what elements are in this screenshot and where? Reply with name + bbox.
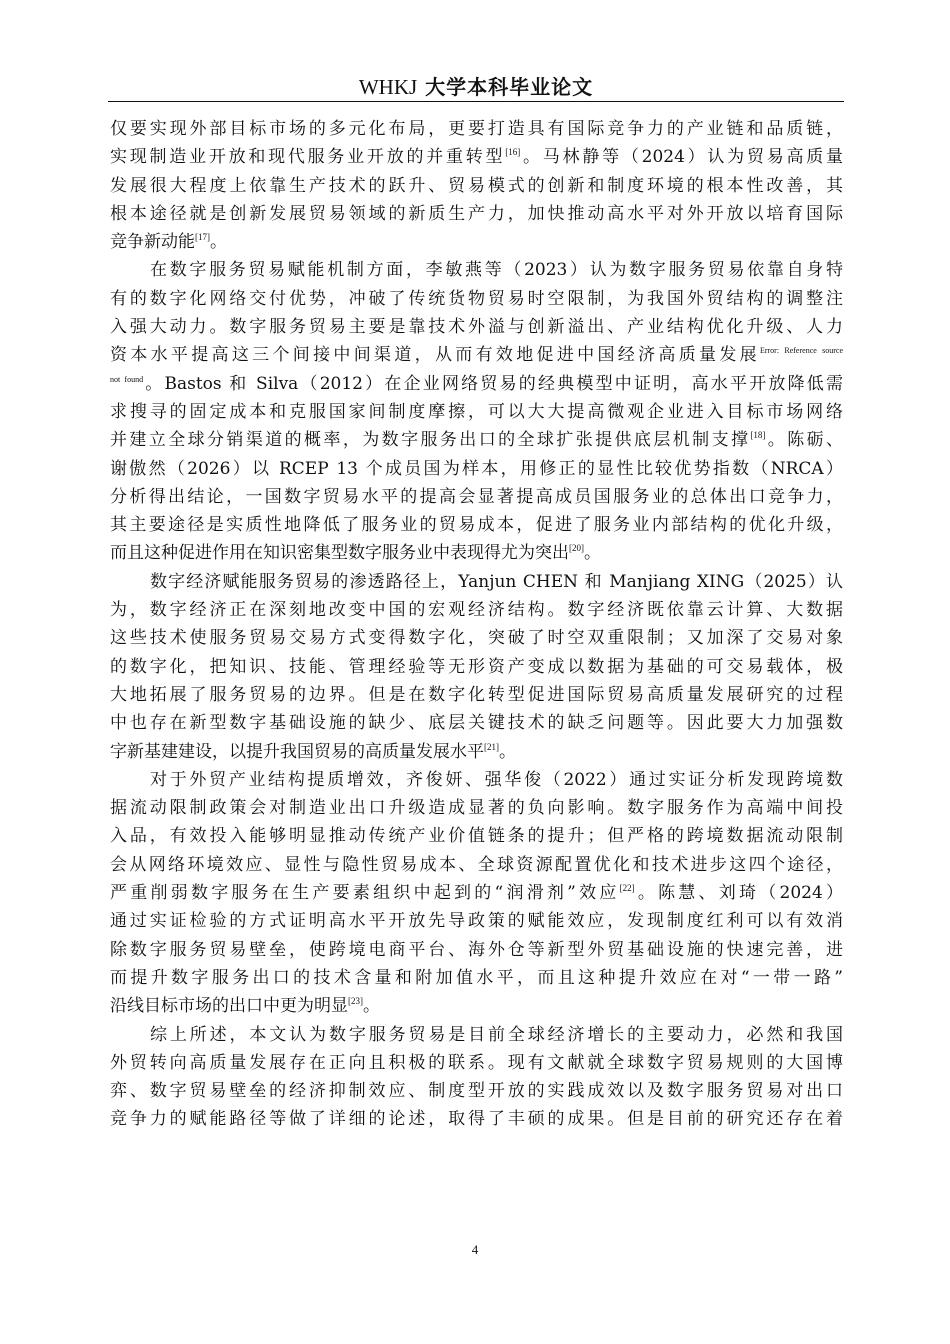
line-text: 大地拓展了服务贸易的边界。但是在数字化转型促进国际贸易高质量发展研究的过程: [110, 684, 843, 705]
line-text: 为，数字经济正在深刻地改变中国的宏观经济结构。数字经济既依靠云计算、大数据: [110, 600, 843, 621]
line-text-after: 。: [363, 996, 380, 1017]
text-line: [110, 992, 843, 1020]
line-text: 的数字化，把知识、技能、管理经验等无形资产变成以数据为基础的可交易载体，极: [110, 656, 843, 677]
reference-error-marker: not found: [110, 374, 144, 384]
text-line: [110, 200, 843, 228]
line-text: 在数字服务贸易赋能机制方面，李敏燕等（2023）认为数字服务贸易依靠自身特: [150, 260, 843, 281]
line-text: 发展很大程度上依靠生产技术的跃升、贸易模式的创新和制度环境的根本性改善，其: [110, 175, 843, 196]
line-text: 有的数字化网络交付优势，冲破了传统货物贸易时空限制，为我国外贸结构的调整注: [110, 288, 843, 309]
text-line: [110, 1021, 843, 1049]
text-line: [110, 313, 843, 341]
line-text: 而提升数字服务出口的技术含量和附加值水平，而且这种提升效应在对“一带一路”: [110, 967, 843, 988]
line-text: 字新基建建设，以提升我国贸易的高质量发展水平: [110, 741, 484, 762]
line-text: 谢傲然（2026）以 RCEP 13 个成员国为样本，用修正的显性比较优势指数（NRCA）: [110, 458, 843, 479]
text-line: [110, 1105, 843, 1133]
text-line: [110, 766, 843, 794]
text-line: [110, 568, 843, 596]
citation-marker: [20]: [569, 543, 584, 554]
text-line: [110, 426, 843, 454]
citation-marker: [23]: [348, 996, 363, 1007]
text-line: [110, 341, 843, 369]
line-text: 对于外贸产业结构提质增效，齐俊妍、强华俊（2022）通过实证分析发现跨境数: [150, 769, 843, 790]
line-text-after: 。马林静等（2024）认为贸易高质量: [520, 147, 843, 168]
text-line: [110, 228, 843, 256]
text-line: [110, 794, 843, 822]
line-text: 根本途径就是创新发展贸易领域的新质生产力，加快推动高水平对外开放以培育国际: [110, 203, 843, 224]
line-text-after: 。: [210, 232, 227, 253]
text-line: [110, 1077, 843, 1105]
line-text: 会从网络环境效应、显性与隐性贸易成本、全球资源配置优化和技术进步这四个途径，: [110, 854, 843, 875]
line-text: 入强大动力。数字服务贸易主要是靠技术外溢与创新溢出、产业结构优化升级、人力: [110, 317, 843, 338]
text-line: [110, 738, 843, 766]
header-abbr: WHKJ: [358, 75, 418, 99]
line-text: 分析得出结论，一国数字贸易水平的提高会显著提高成员国服务业的总体出口竞争力，: [110, 486, 843, 507]
line-text: 除数字服务贸易壁垒，使跨境电商平台、海外仓等新型外贸基础设施的快速完善，进: [110, 939, 843, 960]
line-text: 沿线目标市场的出口中更为明显: [110, 996, 348, 1017]
text-line: [110, 256, 843, 284]
text-line: [110, 285, 843, 313]
body-text: [110, 115, 843, 1134]
line-text: 仅要实现外部目标市场的多元化布局，更要打造具有国际竞争力的产业链和品质链，: [110, 119, 843, 139]
text-line: [110, 483, 843, 511]
line-text: 综上所述，本文认为数字服务贸易是目前全球经济增长的主要动力，必然和我国: [150, 1024, 843, 1045]
text-line: [110, 539, 843, 567]
line-text: 中也存在新型数字基础设施的缺少、底层关键技术的缺乏问题等。因此要大力加强数: [110, 713, 843, 734]
citation-marker: [17]: [195, 232, 210, 243]
text-line: [110, 822, 843, 850]
line-text: 数字经济赋能服务贸易的渗透路径上，Yanjun CHEN 和 Manjiang XING（2025）认: [150, 571, 843, 592]
text-line: [110, 596, 843, 624]
text-line: [110, 1049, 843, 1077]
line-text: 竞争新动能: [110, 232, 195, 253]
header-rule: [108, 101, 844, 102]
line-text: 资本水平提高这三个间接中间渠道，从而有效地促进中国经济高质量发展: [110, 345, 760, 366]
line-text-after: 。: [499, 741, 516, 762]
text-line: [110, 879, 843, 907]
text-line: [110, 455, 843, 483]
line-text-after: 。陈砺、: [765, 430, 843, 451]
citation-marker: [22]: [619, 883, 635, 894]
citation-marker: [21]: [484, 741, 499, 752]
line-text: 并建立全球分销渠道的概率，为数字服务出口的全球扩张提供底层机制支撑: [110, 430, 751, 451]
text-line: [110, 370, 843, 398]
line-text: 外贸转向高质量发展存在正向且积极的联系。现有文献就全球数字贸易规则的大国博: [110, 1052, 843, 1073]
line-text: 入品，有效投入能够明显推动传统产业价值链条的提升；但严格的跨境数据流动限制: [110, 826, 843, 847]
line-text-after: 。: [584, 543, 601, 564]
line-text-after: 。Bastos 和 Silva（2012）在企业网络贸易的经典模型中证明，高水平开放降低需: [143, 373, 843, 394]
reference-error-marker: Error: Reference source: [759, 346, 843, 356]
line-text: 通过实证检验的方式证明高水平开放先导政策的赋能效应，发现制度红利可以有效消: [110, 911, 843, 932]
running-header: [108, 74, 844, 100]
text-line: [110, 511, 843, 539]
text-line: [110, 936, 843, 964]
line-text: 严重削弱数字服务在生产要素组织中起到的“润滑剂”效应: [110, 883, 620, 904]
line-text: 据流动限制政策会对制造业出口升级造成显著的负向影响。数字服务作为高端中间投: [110, 798, 843, 819]
text-line: [110, 115, 843, 143]
page-number: 4: [471, 1242, 479, 1257]
text-line: [110, 709, 843, 737]
text-line: [110, 907, 843, 935]
line-text: 而且这种促进作用在知识密集型数字服务业中表现得尤为突出: [110, 543, 569, 564]
text-line: [110, 653, 843, 681]
citation-marker: [18]: [750, 430, 766, 441]
text-line: [110, 143, 843, 171]
text-line: [110, 964, 843, 992]
line-text-after: 。陈慧、刘琦（2024）: [634, 883, 843, 904]
line-text: 实现制造业开放和现代服务业开放的并重转型: [110, 147, 506, 168]
citation-marker: [16]: [505, 147, 521, 158]
header-title: 大学本科毕业论文: [425, 75, 594, 99]
line-text: 其主要途径是实质性地降低了服务业的贸易成本，促进了服务业内部结构的优化升级，: [110, 515, 843, 536]
text-line: [110, 681, 843, 709]
text-line: [110, 624, 843, 652]
line-text: 弈、数字贸易壁垒的经济抑制效应、制度型开放的实践成效以及数字服务贸易对出口: [110, 1081, 843, 1102]
line-text: 这些技术使服务贸易交易方式变得数字化，突破了时空双重限制；又加深了交易对象: [110, 628, 843, 649]
text-line: [110, 172, 843, 200]
line-text: 竞争力的赋能路径等做了详细的论述，取得了丰硕的成果。但是目前的研究还存在着: [110, 1109, 843, 1130]
text-line: [110, 398, 843, 426]
line-text: 求搜寻的固定成本和克服国家间制度摩擦，可以大大提高微观企业进入目标市场网络: [110, 401, 843, 422]
text-line: [110, 851, 843, 879]
